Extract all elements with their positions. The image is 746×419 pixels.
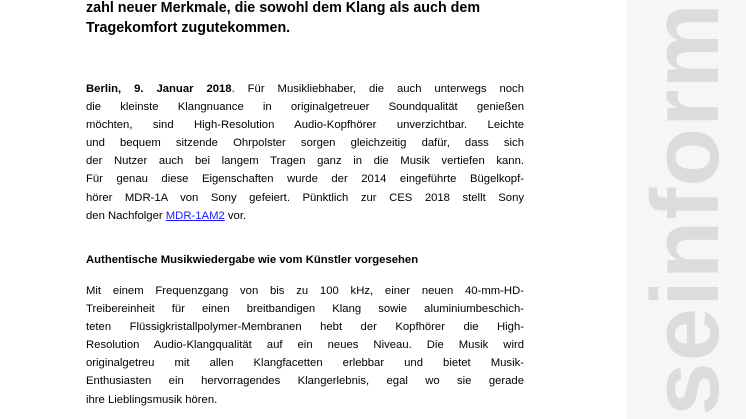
- paragraph-line-text: . Für Musikliebhaber, die auch unterwegs noch: [231, 83, 524, 95]
- product-link[interactable]: MDR-1AM2: [165, 209, 225, 222]
- paragraph-line-text: den Nachfolger: [86, 209, 166, 222]
- paragraph-line: ihre Lieblingsmusik hören.: [86, 393, 218, 406]
- paragraph-line: [86, 80, 524, 98]
- paragraph-line: Resolution Audio-Klangqualität auf ein neues Niveau. Die Musik wird: [86, 339, 524, 352]
- intro-line: zahl neuer Merkmale, die sowohl dem Klang als auch dem: [86, 0, 481, 16]
- paragraph-line: möchten, sind High-Resolution Audio-Kopfhörer unverzichtbar. Leichte: [86, 119, 524, 132]
- paragraph-line-text: vor.: [224, 209, 247, 222]
- paragraph-line: Für genau diese Eigenschaften wurde der 2014 eingeführte Bügelkopf-: [86, 173, 524, 186]
- paragraph-1: [86, 80, 524, 225]
- intro-line: Tragekomfort zugutekommen.: [86, 20, 291, 36]
- paragraph-line: Treibereinheit für einen breitbandigen Klang sowie aluminiumbeschich-: [86, 303, 524, 316]
- paragraph-line: teten Flüssigkristallpolymer-Membranen hebt der Kopfhörer die High-: [86, 321, 524, 334]
- vertical-watermark-text: seinform: [632, 2, 739, 416]
- section-heading: Authentische Musikwiedergabe wie vom Künstler vorgesehen: [86, 254, 419, 266]
- paragraph-line: [86, 207, 524, 225]
- paragraph-line: der Nutzer auch bei langem Tragen ganz in die Musik vertiefen kann.: [86, 155, 524, 168]
- intro-bold-text: [86, 0, 526, 38]
- paragraph-line: originalgetreu mit allen Klangfacetten erlebbar und bietet Musik-: [86, 357, 524, 370]
- paragraph-line: und bequem sitzende Ohrpolster sorgen gleichzeitig dafür, dass sich: [86, 137, 524, 150]
- paragraph-line: Enthusiasten ein hervorragendes Klangerlebnis, egal wo sie gerade: [86, 375, 524, 388]
- paragraph-line: Mit einem Frequenzgang von bis zu 100 kHz, einer neuen 40-mm-HD-: [86, 285, 524, 297]
- paragraph-2: [86, 282, 524, 409]
- paragraph-line: die kleinste Klangnuance in originalgetreuer Soundqualität genießen: [86, 101, 524, 114]
- paragraph-line: hörer MDR-1A von Sony gefeiert. Pünktlich zur CES 2018 stellt Sony: [86, 191, 524, 204]
- dateline: Berlin, 9. Januar 2018: [86, 83, 232, 95]
